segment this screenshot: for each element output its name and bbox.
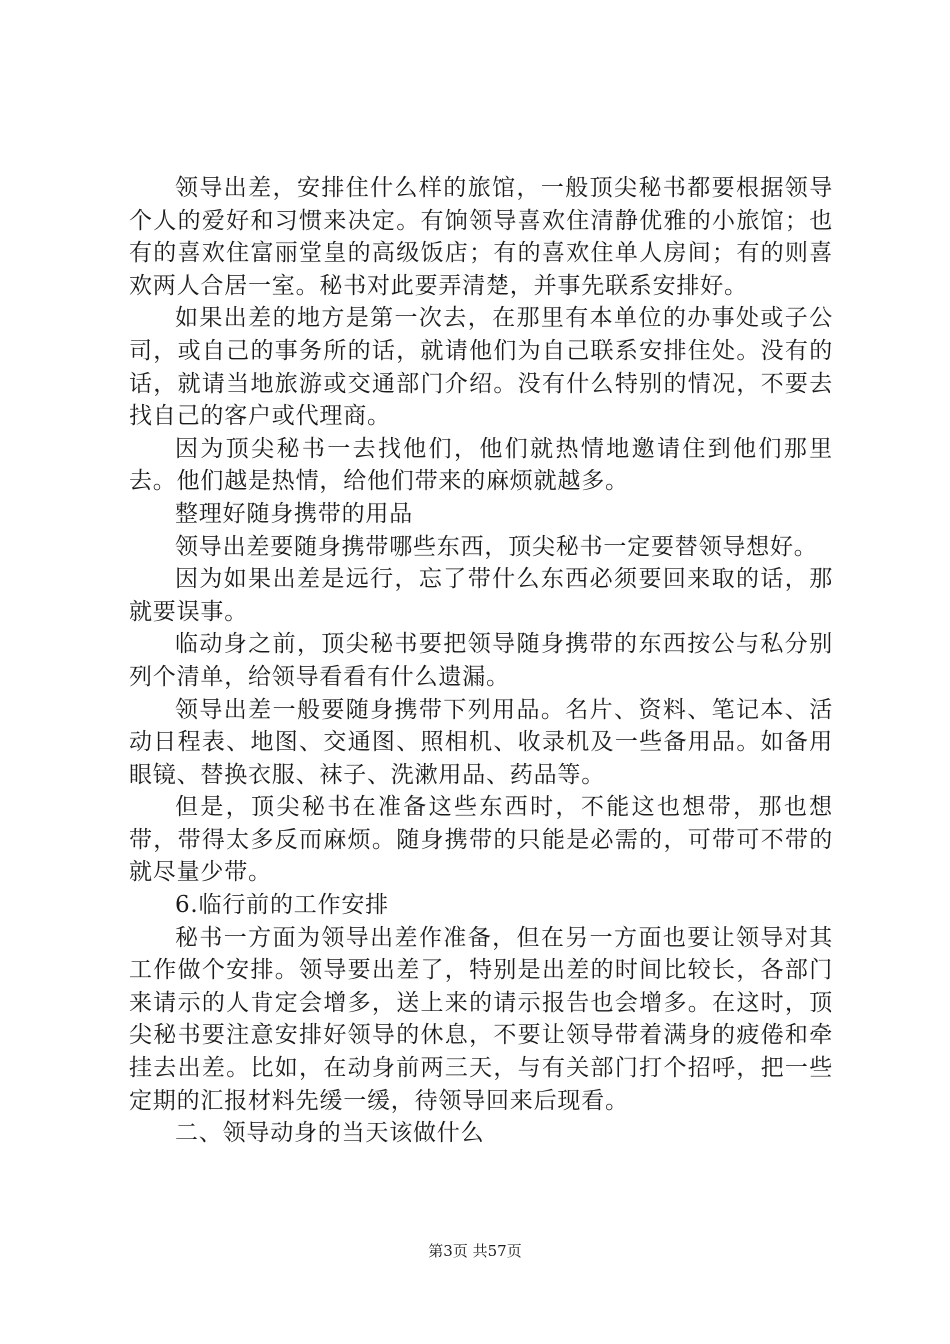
paragraph: 如果出差的地方是第一次去，在那里有本单位的办事处或子公司，或自己的事务所的话，就请他们为自己联系安排住处。没有的话，就请当地旅游或交通部门介绍。没有什么特别的情况，不要去找自己的客户或代理商。 [129, 305, 833, 430]
paragraph: 领导出差，安排住什么样的旅馆，一般顶尖秘书都要根据领导个人的爱好和习惯来决定。有饷领导喜欢住清静优雅的小旅馆；也有的喜欢住富丽堂皇的高级饭店；有的喜欢住单人房间；有的则喜欢两人合居一室。秘书对此要弄清楚，并事先联系安排好。 [129, 175, 833, 299]
page-footer: 第3页 共57页 [428, 1242, 522, 1260]
document-body [129, 172, 833, 1150]
paragraph: 但是，顶尖秘书在准备这些东西时，不能这也想带，那也想带，带得太多反而麻烦。随身携带的只能是必需的，可带可不带的就尽量少带。 [129, 794, 833, 886]
paragraph: 因为如果出差是远行，忘了带什么东西必须要回来取的话，那就要误事。 [129, 566, 833, 625]
section-heading: 6.临行前的工作安排 [175, 892, 389, 919]
section-heading: 二、领导动身的当天该做什么 [175, 1120, 485, 1147]
paragraph: 因为顶尖秘书一去找他们，他们就热情地邀请住到他们那里去。他们越是热情，给他们带来的麻烦就越多。 [129, 435, 833, 495]
paragraph: 临动身之前，顶尖秘书要把领导随身携带的东西按公与私分别列个清单，给领导看看有什么遗漏。 [129, 631, 833, 690]
paragraph: 领导出差要随身携带哪些东西，顶尖秘书一定要替领导想好。 [175, 533, 818, 560]
paragraph: 秘书一方面为领导出差作准备，但在另一方面也要让领导对其工作做个安排。领导要出差了，特别是出差的时间比较长，各部门来请示的人肯定会增多，送上来的请示报告也会增多。在这时，顶尖秘书要注意安排好领导的休息，不要让领导带着满身的疲倦和牵挂去出差。比如，在动身前两三天，与有关部门打个招呼，把一些定期的汇报材料先缓一缓，待领导回来后现看。 [129, 924, 833, 1114]
section-heading: 整理好随身携带的用品 [175, 500, 413, 527]
paragraph: 领导出差一般要随身携带下列用品。名片、资料、笔记本、活动日程表、地图、交通图、照相机、收录机及一些备用品。如备用眼镜、替换衣服、袜子、洗漱用品、药品等。 [129, 696, 833, 788]
